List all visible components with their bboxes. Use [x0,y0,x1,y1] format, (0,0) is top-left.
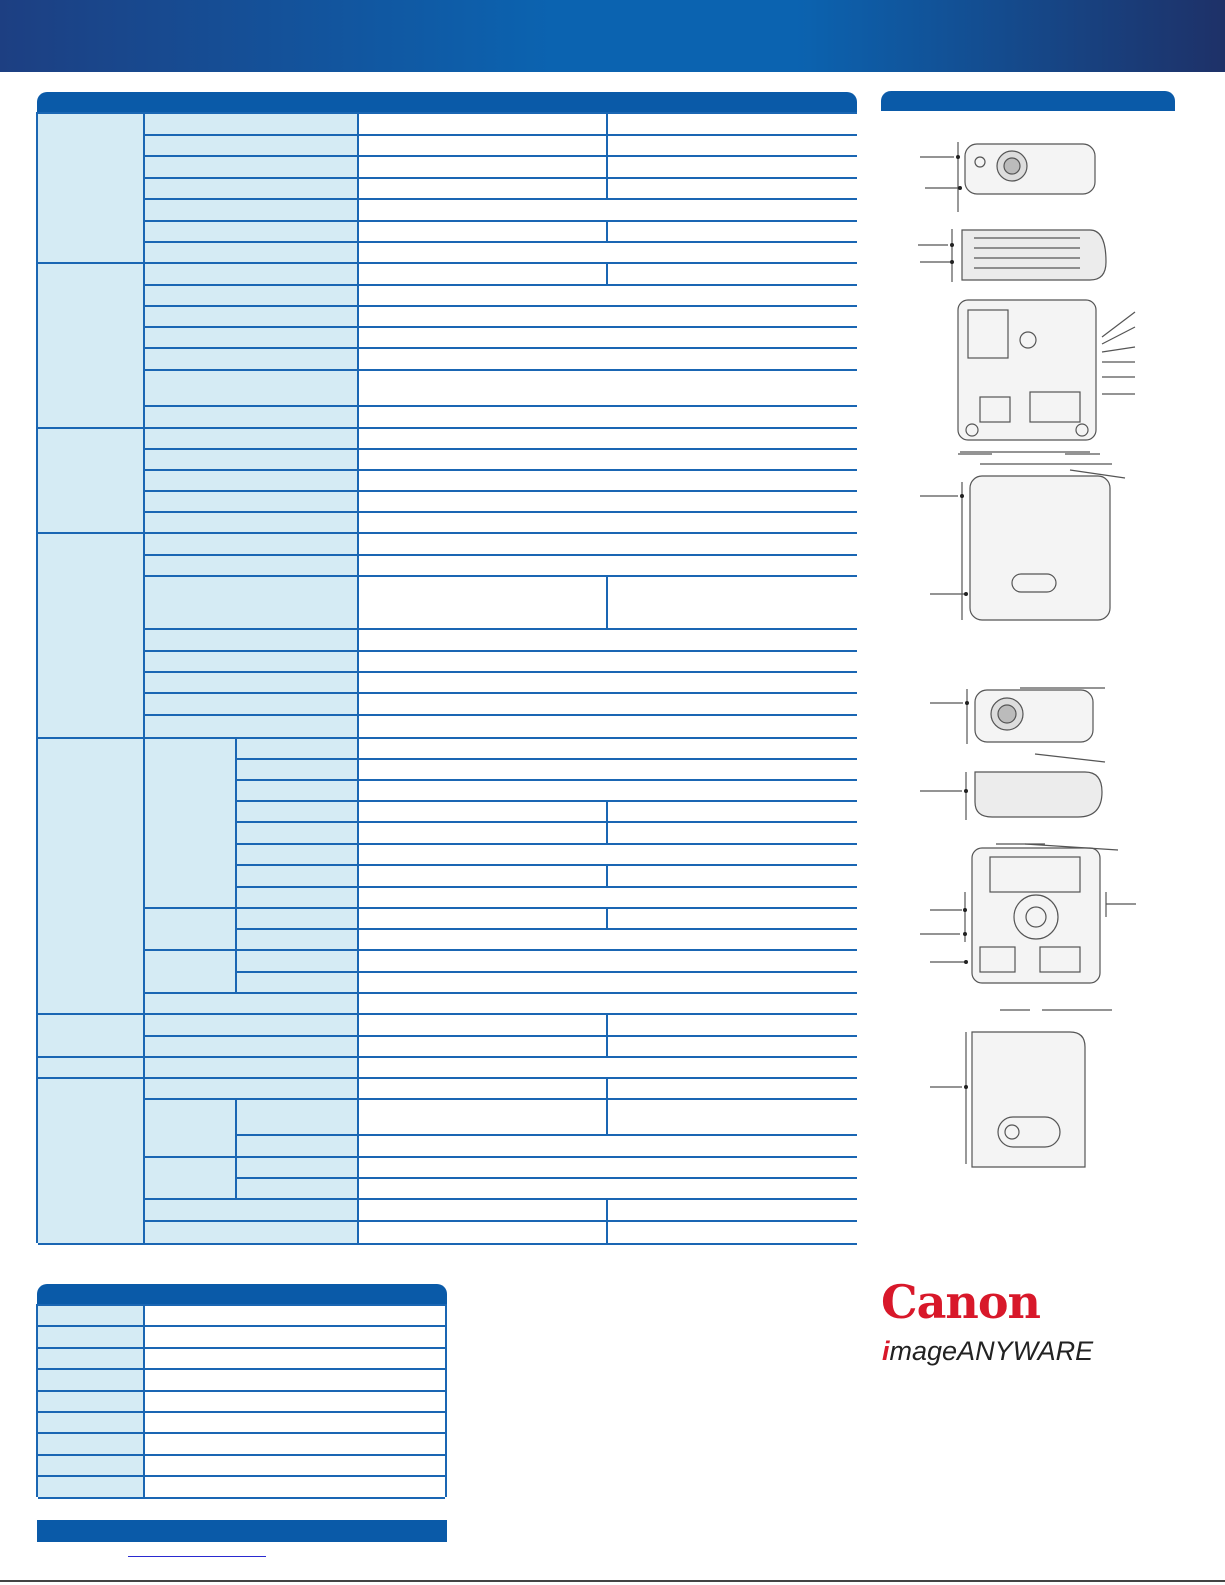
spec-value [359,429,857,450]
spec-value [359,114,608,136]
spec-value [608,179,857,200]
spec-row-label [237,823,359,845]
spec-row-label [145,349,359,371]
spec-value [359,349,857,371]
options-table [36,1304,447,1497]
spec-group-label [38,739,145,1015]
spec-row-label [145,1222,359,1245]
spec-row-label [237,888,359,909]
spec-value [359,492,857,513]
spec-row-label [145,694,359,716]
imageanyware-tagline [882,1334,1093,1368]
spec-group-label [38,1015,145,1058]
spec-value [359,307,857,328]
spec-value [359,802,608,823]
spec-value [359,577,608,630]
spec-row-label [145,328,359,349]
spec-value [608,114,857,136]
option-value [145,1477,445,1499]
spec-row-label [145,243,359,264]
spec-row-label [145,1200,359,1222]
spec-row-label [145,471,359,492]
spec-value [608,1015,857,1037]
spec-subgroup-label [145,951,237,994]
spec-row-label [237,951,359,973]
option-label [38,1477,145,1499]
spec-row-label [145,222,359,243]
spec-value [359,371,857,407]
spec-group-label [38,264,145,429]
footer-link-line [128,1556,266,1557]
spec-row-label [145,716,359,739]
spec-row-label [145,534,359,556]
spec-row-label [145,407,359,429]
spec-row-label [145,652,359,673]
spec-value [359,1079,608,1100]
spec-row-label [145,630,359,652]
option-label [38,1349,145,1370]
spec-value [608,577,857,630]
top-view-drawing [920,464,1125,620]
spec-value [359,951,857,973]
canon-logo-wordmark: Canon [881,1275,1040,1329]
spec-group-label [38,1079,145,1245]
spec-value [359,450,857,471]
spec-row-label [145,136,359,157]
spec-value [359,200,857,222]
spec-value [608,136,857,157]
spec-value [359,1158,857,1179]
bottom-view-drawing [958,300,1135,454]
spec-value [608,264,857,286]
spec-row-label [237,1136,359,1158]
side-view-drawing [918,229,1106,282]
front-view-drawing [920,142,1095,212]
spec-row-label [237,845,359,866]
tagline-text: mageANYWARE [889,1336,1094,1366]
spec-value [359,652,857,673]
spec-group-label [38,429,145,534]
spec-row-label [145,1079,359,1100]
option-label [38,1434,145,1456]
option-value [145,1456,445,1477]
footer-bar [37,1520,447,1542]
spec-value [608,157,857,179]
spec-value [359,888,857,909]
spec-row-label [145,429,359,450]
spec-row-label [237,760,359,781]
spec-value [608,1100,857,1136]
spec-row-label [237,909,359,930]
spec-value [359,1179,857,1200]
spec-row-label [145,492,359,513]
spec-row-label [145,1015,359,1037]
spec-subgroup-label [145,1158,237,1200]
top-banner [0,0,1225,72]
spec-row-label [145,200,359,222]
spec-row-label [145,1037,359,1058]
options-header [37,1284,447,1304]
option-label [38,1306,145,1327]
spec-value [359,845,857,866]
spec-value [359,1058,857,1079]
spec-value [359,930,857,951]
option-label [38,1370,145,1392]
spec-value [608,1037,857,1058]
spec-group-label [38,114,145,264]
option-label [38,1413,145,1434]
spec-row-label [145,1058,359,1079]
option-value [145,1306,445,1327]
spec-subgroup-label [145,1100,237,1158]
specifications-header [37,92,857,112]
spec-row-label [237,1158,359,1179]
option-label [38,1456,145,1477]
spec-row-label [237,973,359,994]
specifications-table [36,112,857,1243]
spec-row-label [145,513,359,534]
spec-group-label [38,1058,145,1079]
spec-row-label [145,286,359,307]
spec-row-label [237,1179,359,1200]
tagline-prefix: i [882,1336,890,1366]
spec-value [608,823,857,845]
spec-row-label [145,556,359,577]
spec-value [608,1079,857,1100]
spec-value [359,407,857,429]
spec-value [359,1015,608,1037]
page-bottom-rule [0,1580,1225,1582]
spec-value [359,179,608,200]
option-value [145,1327,445,1349]
spec-value [359,471,857,492]
spec-value [359,866,608,888]
spec-value [359,243,857,264]
spec-value [359,694,857,716]
spec-value [359,716,857,739]
spec-value [359,1136,857,1158]
spec-row-label [145,157,359,179]
dimension-drawings [880,112,1180,1192]
spec-row-label [237,930,359,951]
spec-value [359,760,857,781]
spec-value [359,823,608,845]
spec-value [359,1100,608,1136]
spec-row-label [237,1100,359,1136]
spec-value [608,1200,857,1222]
spec-row-label [237,802,359,823]
spec-row-label [145,371,359,407]
spec-row-label [145,577,359,630]
spec-value [608,909,857,930]
spec-row-label [237,739,359,760]
spec-value [359,909,608,930]
spec-value [359,264,608,286]
spec-row-label [145,307,359,328]
spec-value [359,534,857,556]
spec-row-label [237,781,359,802]
spec-subgroup-label [145,909,237,951]
spec-row-label [145,994,359,1015]
bottom-view-2-drawing [920,844,1136,1010]
spec-value [359,556,857,577]
spec-value [359,513,857,534]
spec-value [608,802,857,823]
spec-value [608,1222,857,1245]
spec-value [608,866,857,888]
spec-row-label [145,673,359,694]
spec-row-label [145,264,359,286]
spec-value [359,994,857,1015]
option-label [38,1327,145,1349]
spec-value [359,973,857,994]
side-view-2-drawing [920,772,1102,820]
spec-row-label [145,179,359,200]
front-view-2-drawing [930,688,1105,762]
spec-value [359,328,857,349]
spec-value [359,739,857,760]
spec-value [359,157,608,179]
spec-value [359,136,608,157]
top-view-2-drawing [930,1032,1085,1167]
spec-value [359,630,857,652]
spec-value [359,673,857,694]
spec-value [359,1222,608,1245]
spec-value [359,286,857,307]
dimensions-header [881,91,1175,111]
spec-value [359,1200,608,1222]
spec-row-label [145,114,359,136]
spec-row-label [145,450,359,471]
option-value [145,1413,445,1434]
option-value [145,1370,445,1392]
option-value [145,1349,445,1370]
option-label [38,1392,145,1413]
spec-subgroup-label [145,739,237,909]
spec-value [359,222,608,243]
spec-value [608,222,857,243]
spec-value [359,781,857,802]
spec-group-label [38,534,145,739]
option-value [145,1434,445,1456]
spec-row-label [237,866,359,888]
spec-value [359,1037,608,1058]
option-value [145,1392,445,1413]
